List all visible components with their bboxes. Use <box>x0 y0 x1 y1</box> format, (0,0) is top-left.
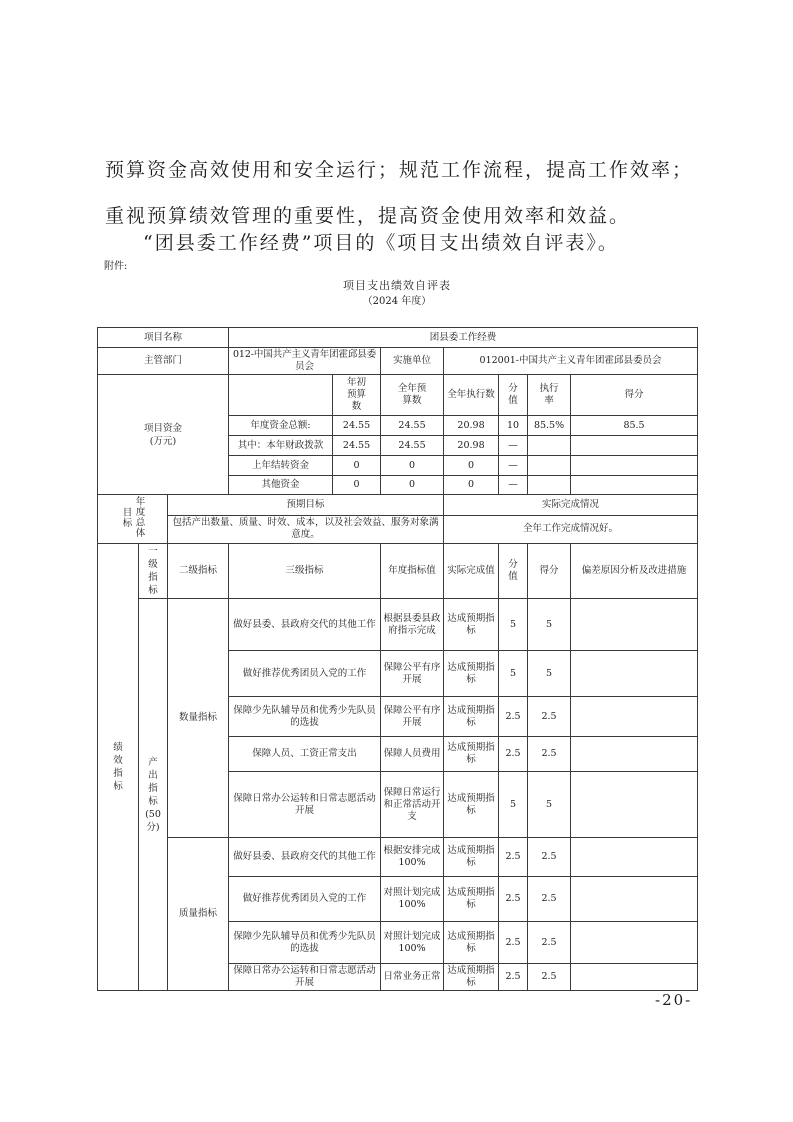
score-cell: 2.5 <box>499 838 528 877</box>
level1-header: 一级指标 <box>148 546 158 596</box>
funds-row-label-cell: 上年结转资金 <box>229 456 333 476</box>
score-cell: 2.5 <box>499 922 528 964</box>
level1-value-cell <box>139 599 168 991</box>
funds-cell <box>528 456 571 476</box>
actual-value-cell: 达成预期指标 <box>444 838 499 877</box>
performance-indicator-label: 绩效指标 <box>113 742 123 792</box>
actual-value-cell: 达成预期指标 <box>444 922 499 964</box>
level3-cell: 保障日常办公运转和日常志愿活动开展 <box>229 772 381 838</box>
level3-cell: 做好县委、县政府交代的其他工作 <box>229 599 381 651</box>
funds-cell: 20.98 <box>444 436 499 456</box>
points-cell: 2.5 <box>528 877 571 922</box>
score-cell: 2.5 <box>499 697 528 737</box>
level3-cell: 做好县委、县政府交代的其他工作 <box>229 838 381 877</box>
annual-value-cell: 对照计划完成100% <box>381 877 444 922</box>
deviation-cell <box>571 651 698 697</box>
level2-group-cell: 质量指标 <box>168 838 229 991</box>
actual-completion-header-cell: 实际完成情况 <box>444 495 698 516</box>
actual-value-cell: 达成预期指标 <box>444 737 499 772</box>
points-cell: 5 <box>528 599 571 651</box>
project-name-value-cell: 团县委工作经费 <box>229 328 698 348</box>
actual-value-cell: 达成预期指标 <box>444 651 499 697</box>
score-cell: 2.5 <box>499 964 528 991</box>
deviation-cell <box>571 877 698 922</box>
funds-header-initial-budget-cell <box>333 375 381 416</box>
level3-cell: 保障人员、工资正常支出 <box>229 737 381 772</box>
level3-cell: 保障日常办公运转和日常志愿活动开展 <box>229 964 381 991</box>
funds-header-points-cell: 得分 <box>571 375 698 416</box>
actual-value-cell: 达成预期指标 <box>444 697 499 737</box>
level3-header-cell: 三级指标 <box>229 544 381 599</box>
table-title: 项目支出绩效自评表 <box>343 279 451 292</box>
project-name-label-cell: 项目名称 <box>98 328 229 348</box>
score-cell: 5 <box>499 772 528 838</box>
funds-blank-header-cell <box>229 375 333 416</box>
score-cell: 2.5 <box>499 877 528 922</box>
impl-unit-value-cell: 012001-中国共产主义青年团霍邱县委员会 <box>444 348 698 375</box>
funds-cell: 24.55 <box>381 416 444 436</box>
score-cell: 2.5 <box>499 737 528 772</box>
level2-header-cell: 二级指标 <box>168 544 229 599</box>
evaluation-table <box>97 327 698 991</box>
annual-value-cell: 保障人员费用 <box>381 737 444 772</box>
funds-header-execution-rate-cell <box>528 375 571 416</box>
level2-group-cell: 数量指标 <box>168 599 229 838</box>
funds-cell: — <box>499 476 528 495</box>
annual-value-cell: 对照计划完成100% <box>381 922 444 964</box>
points-cell: 5 <box>528 651 571 697</box>
table-subtitle: （2024 年度） <box>362 296 432 307</box>
funds-label-line2: (万元) <box>149 435 177 447</box>
expected-goal-header-cell: 预期目标 <box>168 495 444 516</box>
actual-value-cell: 达成预期指标 <box>444 599 499 651</box>
deviation-cell <box>571 838 698 877</box>
funds-cell: 0 <box>444 476 499 495</box>
annual-value-header-cell: 年度指标值 <box>381 544 444 599</box>
funds-cell: 24.55 <box>333 416 381 436</box>
level1-header-cell <box>139 544 168 599</box>
funds-cell: 20.98 <box>444 416 499 436</box>
deviation-cell <box>571 697 698 737</box>
actual-value-cell: 达成预期指标 <box>444 772 499 838</box>
actual-completion-text-cell: 全年工作完成情况好。 <box>444 515 698 543</box>
intro-paragraph <box>105 147 696 239</box>
funds-cell: 85.5% <box>528 416 571 436</box>
score-header: 分值 <box>508 383 518 406</box>
funds-row-label-cell: 其他资金 <box>229 476 333 495</box>
annual-goal-label: 年度总体目标 <box>120 496 145 538</box>
impl-unit-label-cell: 实施单位 <box>381 348 444 375</box>
dept-value-cell: 012-中国共产主义青年团霍邱县委员会 <box>229 348 381 375</box>
deviation-cell <box>571 772 698 838</box>
funds-row-label-cell: 其中：本年财政拨款 <box>229 436 333 456</box>
actual-value-cell: 达成预期指标 <box>444 964 499 991</box>
funds-cell: 0 <box>333 456 381 476</box>
deviation-header-cell: 偏差原因分析及改进措施 <box>571 544 698 599</box>
annual-value-cell: 日常业务正常 <box>381 964 444 991</box>
funds-cell: 10 <box>499 416 528 436</box>
dept-label-cell: 主管部门 <box>98 348 229 375</box>
performance-indicator-side-cell <box>98 544 139 991</box>
funds-cell: 85.5 <box>571 416 698 436</box>
points-cell: 2.5 <box>528 964 571 991</box>
deviation-cell <box>571 922 698 964</box>
funds-cell: 24.55 <box>333 436 381 456</box>
points-cell: 2.5 <box>528 838 571 877</box>
points-cell: 2.5 <box>528 697 571 737</box>
funds-label-line1: 项目资金 <box>144 422 183 434</box>
page-number: -20- <box>655 991 693 1009</box>
score-cell: 5 <box>499 651 528 697</box>
paragraph-line-3: “团县委工作经费”项目的《项目支出绩效自评表》。 <box>143 232 619 254</box>
initial-budget-header: 年初预算数 <box>347 377 367 412</box>
level3-cell: 做好推荐优秀团员入党的工作 <box>229 877 381 922</box>
funds-cell <box>528 476 571 495</box>
funds-header-annual-execution-cell: 全年执行数 <box>444 375 499 416</box>
annual-value-cell: 根据安排完成100% <box>381 838 444 877</box>
attachment-label: 附件: <box>104 261 128 272</box>
paragraph-line-1: 预算资金高效使用和安全运行；规范工作流程，提高工作效率； <box>105 159 694 181</box>
funds-cell <box>528 436 571 456</box>
points-cell: 2.5 <box>528 922 571 964</box>
points-header-cell: 得分 <box>528 544 571 599</box>
level3-cell: 保障少先队辅导员和优秀少先队员的选拔 <box>229 697 381 737</box>
annual-budget-header: 全年预算数 <box>397 383 427 406</box>
funds-row-label-cell: 年度资金总额: <box>229 416 333 436</box>
funds-cell: 24.55 <box>381 436 444 456</box>
funds-cell <box>571 476 698 495</box>
annual-goal-label-cell <box>98 495 168 544</box>
deviation-cell <box>571 964 698 991</box>
paragraph-line-2: 重视预算绩效管理的重要性，提高资金使用效率和效益。 <box>105 205 631 227</box>
funds-header-score-cell <box>499 375 528 416</box>
score-header-cell <box>499 544 528 599</box>
funds-cell: 0 <box>381 456 444 476</box>
funds-cell: — <box>499 436 528 456</box>
deviation-cell <box>571 737 698 772</box>
funds-cell: — <box>499 456 528 476</box>
level3-cell: 保障少先队辅导员和优秀少先队员的选拔 <box>229 922 381 964</box>
annual-value-cell: 保障公平有序开展 <box>381 651 444 697</box>
funds-label-cell <box>98 375 229 495</box>
funds-header-annual-budget-cell <box>381 375 444 416</box>
level1-value: 产出指标(50分) <box>145 756 161 833</box>
score-header: 分值 <box>508 559 518 582</box>
actual-value-header-cell: 实际完成值 <box>444 544 499 599</box>
funds-cell <box>571 456 698 476</box>
annual-value-cell: 保障日常运行和正常活动开支 <box>381 772 444 838</box>
level3-cell: 做好推荐优秀团员入党的工作 <box>229 651 381 697</box>
points-cell: 2.5 <box>528 737 571 772</box>
funds-cell <box>571 436 698 456</box>
deviation-cell <box>571 599 698 651</box>
actual-value-cell: 达成预期指标 <box>444 877 499 922</box>
funds-cell: 0 <box>381 476 444 495</box>
annual-value-cell: 保障公平有序开展 <box>381 697 444 737</box>
funds-cell: 0 <box>333 476 381 495</box>
points-cell: 5 <box>528 772 571 838</box>
score-cell: 5 <box>499 599 528 651</box>
funds-cell: 0 <box>444 456 499 476</box>
expected-goal-text-cell: 包括产出数量、质量、时效、成本，以及社会效益、服务对象满意度。 <box>168 515 444 543</box>
execution-rate-header: 执行率 <box>539 383 559 406</box>
annual-value-cell: 根据县委县政府指示完成 <box>381 599 444 651</box>
